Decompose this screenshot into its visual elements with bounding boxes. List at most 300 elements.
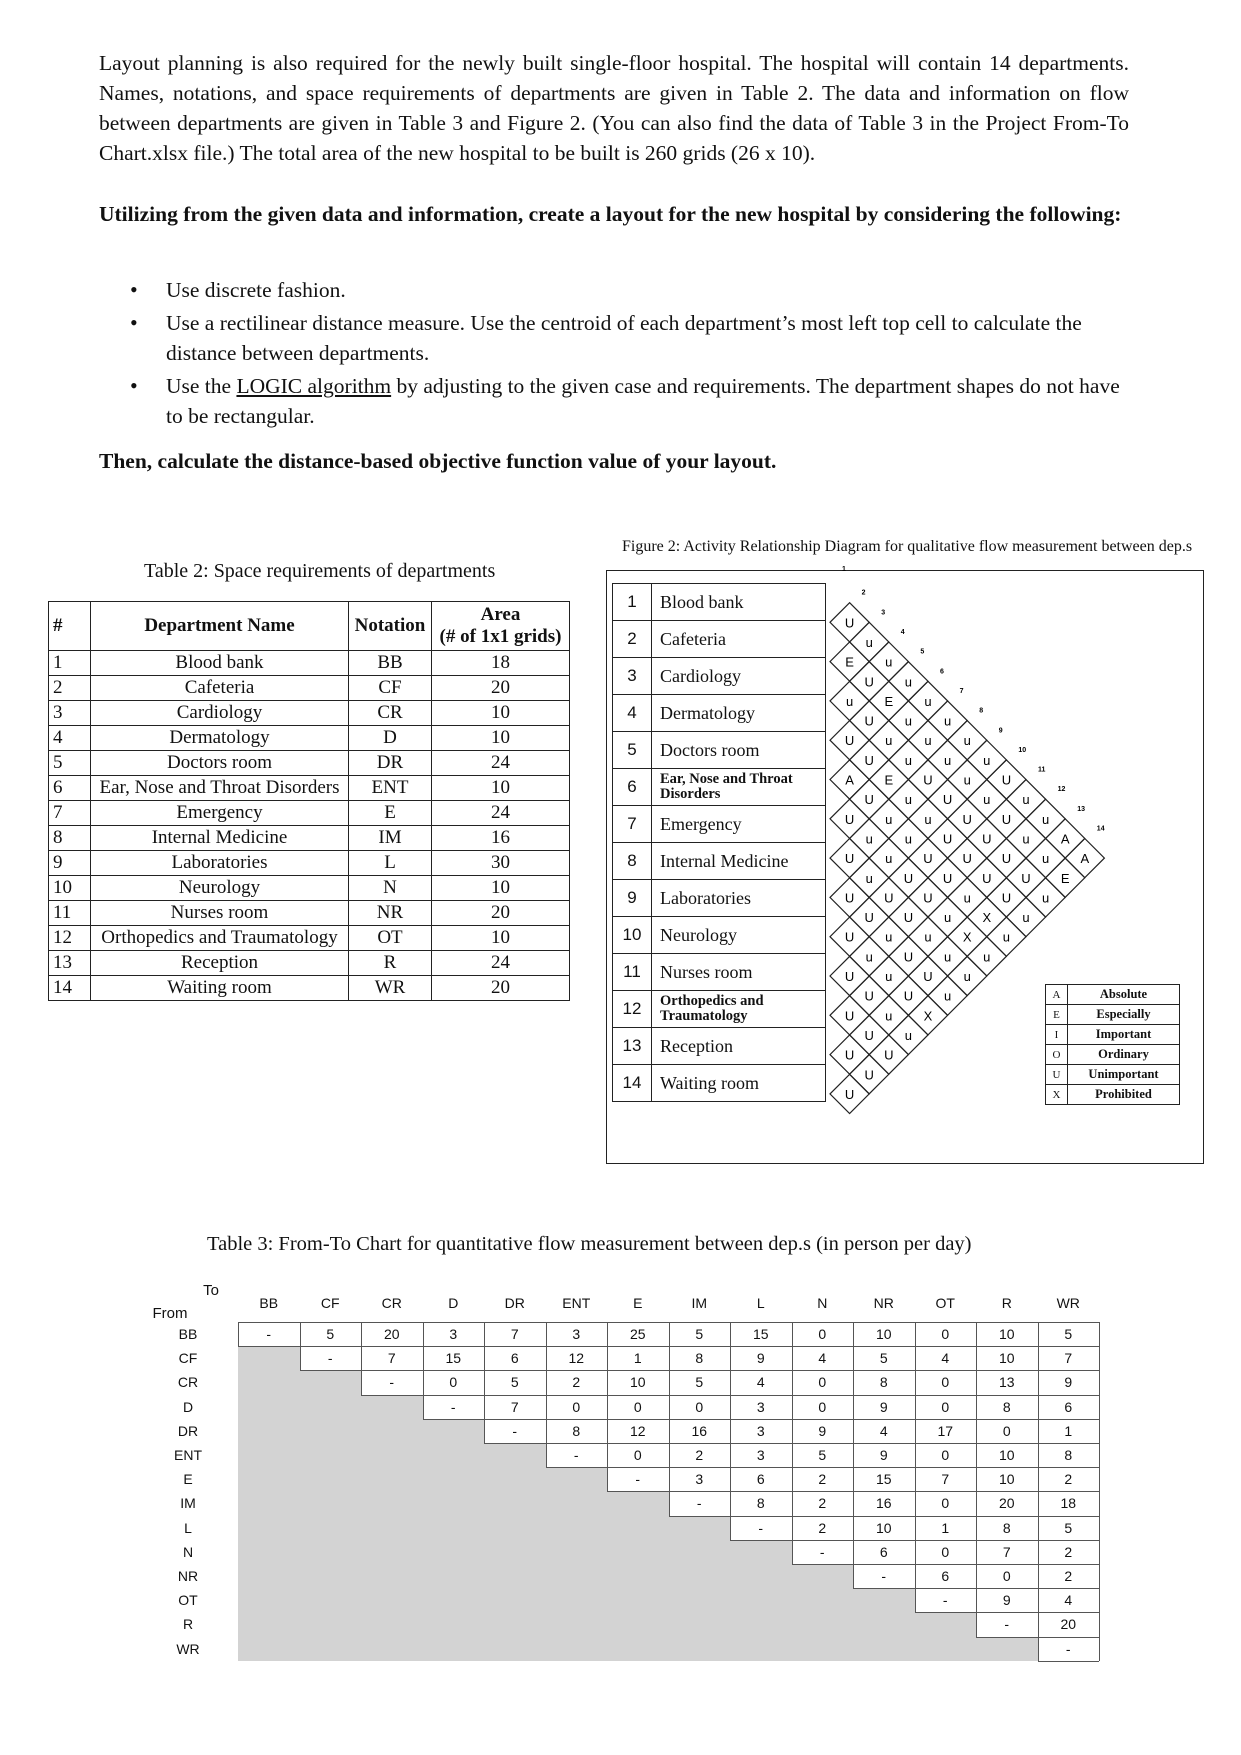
- grid-line: [1099, 1395, 1100, 1419]
- figure2-caption: Figure 2: Activity Relationship Diagram for qualitative flow measurement between dep.s: [622, 538, 1193, 555]
- table2-cell: 10: [432, 726, 570, 751]
- relationship-code: U: [844, 733, 855, 749]
- department-number: 11: [613, 954, 652, 991]
- from-row-header: CR: [177, 1374, 199, 1391]
- table2-cell: Internal Medicine: [91, 826, 349, 851]
- relationship-code: U: [864, 752, 874, 768]
- grid-line: [976, 1322, 1038, 1323]
- grid-line: [730, 1346, 792, 1347]
- relationship-code: U: [903, 949, 914, 965]
- grid-line: [1099, 1540, 1100, 1564]
- col-header: #: [49, 602, 91, 651]
- grid-line: [730, 1395, 792, 1396]
- table2-cell: L: [349, 851, 432, 876]
- flow-value: 2: [1064, 1568, 1073, 1584]
- gray-fill: [238, 1612, 976, 1636]
- legend-code: I: [1046, 1025, 1068, 1045]
- relationship-code: u: [963, 772, 971, 788]
- grid-line: [546, 1322, 608, 1323]
- table2-cell: Reception: [91, 951, 349, 976]
- relationship-code: u: [963, 890, 971, 906]
- table2-cell: 24: [432, 801, 570, 826]
- grid-line: [607, 1370, 669, 1371]
- flow-value: 15: [445, 1350, 462, 1367]
- grid-line: [669, 1491, 731, 1492]
- grid-line: [976, 1637, 1038, 1638]
- department-number: 5: [613, 732, 652, 769]
- grid-line: [915, 1564, 977, 1565]
- grid-line: [915, 1395, 977, 1396]
- grid-line: [853, 1419, 915, 1420]
- relationship-code: U: [864, 988, 874, 1004]
- table2-cell: 10: [49, 876, 91, 901]
- to-column-header: R: [1001, 1295, 1012, 1311]
- flow-value: 2: [1064, 1471, 1073, 1488]
- column-number-label: 13: [1077, 805, 1085, 813]
- grid-line: [669, 1419, 731, 1420]
- flow-value: 25: [629, 1326, 646, 1342]
- flow-value: 20: [998, 1495, 1015, 1512]
- legend-meaning: Ordinary: [1068, 1045, 1180, 1065]
- flow-value: 7: [387, 1350, 396, 1367]
- relationship-code: u: [865, 870, 873, 886]
- grid-line: [484, 1370, 546, 1371]
- flow-value: 9: [1064, 1374, 1073, 1391]
- grid-line: [1099, 1491, 1100, 1515]
- relationship-code: U: [844, 1047, 855, 1063]
- grid-line: [730, 1370, 792, 1371]
- flow-value: -: [450, 1398, 456, 1415]
- flow-value: 2: [818, 1495, 827, 1512]
- flow-value: 0: [572, 1398, 581, 1415]
- flow-value: 1: [1064, 1422, 1073, 1439]
- relationship-code: U: [903, 988, 914, 1004]
- flow-value: 5: [1064, 1326, 1073, 1342]
- relationship-code: U: [864, 1027, 874, 1043]
- grid-line: [792, 1322, 854, 1323]
- grid-line: [792, 1443, 854, 1444]
- gray-fill: [238, 1467, 607, 1491]
- relationship-code: u: [885, 654, 893, 670]
- relationship-legend: [1045, 984, 1180, 1105]
- grid-line: [976, 1612, 1038, 1613]
- relationship-code: U: [864, 1067, 874, 1083]
- flow-value: 5: [818, 1447, 827, 1463]
- column-number-label: 6: [940, 668, 944, 676]
- flow-value: 9: [879, 1398, 888, 1415]
- grid-line: [792, 1491, 854, 1492]
- flow-value: 0: [941, 1398, 950, 1415]
- department-name: Laboratories: [652, 880, 826, 917]
- grid-line: [976, 1370, 1038, 1371]
- grid-line: [1099, 1588, 1100, 1612]
- grid-line: [669, 1346, 731, 1347]
- grid-line: [976, 1419, 1038, 1420]
- grid-line: [669, 1467, 731, 1468]
- flow-value: 0: [941, 1326, 950, 1342]
- grid-line: [976, 1491, 1038, 1492]
- table2-cell: 11: [49, 901, 91, 926]
- flow-value: 15: [752, 1326, 769, 1342]
- relationship-code: E: [884, 772, 894, 788]
- grid-line: [1038, 1612, 1100, 1613]
- grid-line: [915, 1443, 977, 1444]
- to-column-header: ENT: [562, 1295, 591, 1311]
- grid-line: [1038, 1637, 1100, 1638]
- relationship-code: u: [1022, 792, 1030, 808]
- grid-line: [361, 1395, 423, 1396]
- grid-line: [1038, 1370, 1100, 1371]
- grid-line: [915, 1612, 977, 1613]
- flow-value: 8: [1064, 1447, 1073, 1463]
- flow-value: 6: [510, 1350, 519, 1367]
- column-number-label: 12: [1057, 786, 1066, 794]
- from-row-header: L: [184, 1519, 192, 1536]
- relationship-code: U: [844, 929, 855, 945]
- department-number: 13: [613, 1028, 652, 1065]
- flow-value: 17: [937, 1422, 954, 1439]
- relationship-code: U: [884, 1047, 894, 1063]
- flow-value: 3: [756, 1422, 765, 1439]
- relationship-code: U: [923, 969, 933, 984]
- relationship-code: E: [884, 693, 894, 709]
- table2-cell: 2: [49, 676, 91, 701]
- flow-value: -: [389, 1374, 395, 1391]
- intro-paragraph: Layout planning is also required for the newly built single-floor hospital. The hospital will contain 14 departments. Names, notations, and space requirements of departments are given in Table 2. The data and information on flow between departments are given in Table 3 and Figure 2. (You can also find the data of Table 3 in the Project From-To Chart.xlsx file.) The total area of the new hospital to be built is 260 grids (26 x 10).: [99, 51, 1129, 165]
- grid-line: [546, 1467, 608, 1468]
- flow-value: 7: [941, 1471, 950, 1488]
- table2-cell: 14: [49, 976, 91, 1001]
- grid-line: [976, 1540, 1038, 1541]
- table2-cell: Neurology: [91, 876, 349, 901]
- grid-line: [976, 1346, 1038, 1347]
- grid-line: [792, 1564, 854, 1565]
- flow-value: -: [696, 1495, 702, 1512]
- table2-cell: Emergency: [91, 801, 349, 826]
- flow-value: 12: [568, 1350, 585, 1367]
- relationship-code: u: [904, 674, 913, 690]
- department-number: 1: [613, 584, 652, 621]
- grid-line: [730, 1443, 792, 1444]
- legend-row: [1046, 1065, 1180, 1085]
- table2-cell: 6: [49, 776, 91, 801]
- gray-fill: [238, 1346, 300, 1370]
- relationship-code: U: [884, 890, 894, 906]
- to-column-header: WR: [1056, 1295, 1080, 1311]
- department-name: Ear, Nose and Throat Disorders: [652, 769, 826, 806]
- table2-cell: 5: [49, 751, 91, 776]
- grid-line: [1038, 1443, 1100, 1444]
- to-column-header: BB: [259, 1295, 279, 1311]
- flow-value: 10: [998, 1350, 1015, 1367]
- relationship-code: u: [924, 733, 932, 749]
- department-name: Neurology: [652, 917, 826, 954]
- relationship-code: U: [923, 851, 933, 867]
- table2-cell: 18: [432, 651, 570, 676]
- flow-value: 9: [879, 1447, 888, 1463]
- grid-line: [915, 1588, 977, 1589]
- relationship-code: u: [865, 831, 873, 847]
- grid-line: [423, 1346, 485, 1347]
- grid-line: [607, 1443, 669, 1444]
- grid-line: [853, 1395, 915, 1396]
- relationship-code: U: [962, 811, 972, 827]
- flow-value: -: [819, 1543, 825, 1560]
- relationship-code: U: [844, 615, 855, 631]
- department-name: Blood bank: [652, 584, 826, 621]
- grid-line: [792, 1467, 854, 1468]
- relationship-code: A: [1060, 831, 1070, 847]
- to-column-header: CF: [320, 1295, 340, 1311]
- grid-line: [730, 1491, 792, 1492]
- department-name: Emergency: [652, 806, 826, 843]
- column-number-label: 1: [842, 566, 846, 574]
- grid-line: [546, 1395, 608, 1396]
- relationship-code: X: [962, 929, 972, 945]
- flow-value: 8: [1002, 1398, 1011, 1415]
- flow-value: 9: [756, 1350, 765, 1367]
- grid-line: [1099, 1443, 1100, 1467]
- flow-value: 3: [695, 1471, 704, 1488]
- flow-value: 16: [691, 1422, 708, 1439]
- relationship-code: u: [943, 949, 952, 965]
- relationship-code: u: [924, 811, 932, 827]
- grid-line: [792, 1540, 854, 1541]
- table2-cell: 20: [432, 976, 570, 1001]
- grid-line: [1099, 1346, 1100, 1370]
- grid-line: [730, 1516, 792, 1517]
- grid-line: [669, 1395, 731, 1396]
- relationship-code: U: [923, 772, 933, 788]
- legend-row: [1046, 1045, 1180, 1065]
- flow-value: 0: [818, 1326, 827, 1342]
- relationship-code: U: [864, 713, 874, 729]
- grid-line: [915, 1491, 977, 1492]
- relationship-code: U: [1001, 890, 1012, 906]
- flow-value: 3: [449, 1326, 458, 1342]
- flow-value: 4: [1064, 1592, 1073, 1609]
- grid-line: [669, 1322, 731, 1323]
- flow-value: 10: [998, 1447, 1015, 1463]
- relationship-code: u: [885, 733, 893, 749]
- from-row-header: OT: [178, 1592, 198, 1609]
- grid-line: [238, 1346, 300, 1347]
- relationship-code: U: [982, 831, 992, 847]
- flow-value: 1: [941, 1519, 950, 1536]
- relationship-code: u: [865, 949, 873, 965]
- relationship-code: u: [1041, 890, 1050, 906]
- table2-cell: 20: [432, 901, 570, 926]
- flow-value: 2: [695, 1447, 704, 1463]
- table2-cell: Cafeteria: [91, 676, 349, 701]
- column-number-label: 3: [881, 609, 886, 617]
- grid-line: [976, 1564, 1038, 1565]
- grid-line: [853, 1588, 915, 1589]
- bullet-text: Use the: [166, 374, 237, 398]
- grid-line: [1099, 1322, 1100, 1346]
- grid-line: [976, 1588, 1038, 1589]
- legend-row: [1046, 1025, 1180, 1045]
- table2-cell: 24: [432, 751, 570, 776]
- relationship-code: U: [844, 1086, 855, 1102]
- grid-line: [1038, 1322, 1100, 1323]
- from-row-header: E: [183, 1471, 193, 1488]
- relationship-code: U: [864, 792, 874, 808]
- grid-line: [1038, 1564, 1100, 1565]
- grid-line: [1038, 1661, 1100, 1662]
- table2-cell: BB: [349, 651, 432, 676]
- grid-line: [484, 1443, 546, 1444]
- grid-line: [546, 1370, 608, 1371]
- gray-fill: [238, 1540, 792, 1564]
- relationship-code: u: [943, 988, 952, 1004]
- grid-line: [607, 1419, 669, 1420]
- relationship-code: u: [983, 949, 991, 965]
- grid-line: [976, 1467, 1038, 1468]
- gray-fill: [238, 1419, 484, 1443]
- grid-line: [300, 1322, 362, 1323]
- grid-line: [1038, 1516, 1100, 1517]
- grid-line: [1038, 1467, 1100, 1468]
- from-row-header: BB: [178, 1326, 198, 1342]
- grid-line: [669, 1443, 731, 1444]
- flow-value: 5: [1064, 1519, 1073, 1536]
- from-row-header: R: [182, 1616, 194, 1633]
- grid-line: [853, 1322, 915, 1323]
- department-number: 2: [613, 621, 652, 658]
- col-header: Department Name: [91, 602, 349, 651]
- grid-line: [915, 1346, 977, 1347]
- to-column-header: E: [633, 1295, 643, 1311]
- legend-code: X: [1046, 1085, 1068, 1105]
- flow-value: 5: [695, 1374, 704, 1391]
- department-name: Reception: [652, 1028, 826, 1065]
- from-row-header: N: [182, 1543, 194, 1560]
- flow-value: 6: [879, 1543, 888, 1560]
- grid-line: [300, 1346, 362, 1347]
- flow-value: 10: [629, 1374, 646, 1391]
- grid-line: [915, 1516, 977, 1517]
- flow-value: 5: [326, 1326, 335, 1342]
- grid-line: [915, 1467, 977, 1468]
- to-label: To: [203, 1282, 219, 1299]
- department-number: 7: [613, 806, 652, 843]
- relationship-code: A: [1080, 851, 1090, 867]
- column-number-label: 7: [959, 687, 964, 695]
- gray-fill: [238, 1491, 669, 1515]
- grid-line: [546, 1419, 608, 1420]
- flow-value: 15: [875, 1471, 892, 1488]
- relationship-code: u: [885, 929, 893, 945]
- department-number: 14: [613, 1065, 652, 1102]
- relationship-code: U: [942, 870, 953, 886]
- grid-line: [484, 1322, 546, 1323]
- flow-value: 8: [572, 1422, 581, 1439]
- grid-line: [484, 1419, 546, 1420]
- flow-value: 7: [510, 1326, 519, 1342]
- legend-code: U: [1046, 1065, 1068, 1085]
- relationship-code: U: [844, 890, 855, 906]
- bullet-text: Use a rectilinear distance measure. Use the centroid of each department’s most left top cell to calculate the distance between departments.: [166, 311, 1082, 365]
- department-name: Cafeteria: [652, 621, 826, 658]
- relationship-code: E: [845, 654, 854, 670]
- relationship-code: A: [845, 772, 854, 788]
- to-column-header: IM: [691, 1295, 708, 1311]
- grid-line: [484, 1346, 546, 1347]
- grid-line: [484, 1395, 546, 1396]
- table2-cell: 4: [49, 726, 91, 751]
- from-row-header: IM: [180, 1495, 196, 1512]
- table2-cell: 13: [49, 951, 91, 976]
- flow-value: 0: [695, 1398, 704, 1415]
- table2-cell: 30: [432, 851, 570, 876]
- flow-value: 7: [510, 1398, 519, 1415]
- relationship-code: U: [1001, 851, 1012, 867]
- table2-cell: 10: [432, 701, 570, 726]
- grid-line: [853, 1516, 915, 1517]
- grid-line: [915, 1370, 977, 1371]
- flow-value: -: [512, 1422, 518, 1439]
- relationship-code: U: [844, 969, 855, 984]
- column-number-label: 8: [979, 707, 984, 715]
- flow-value: 6: [941, 1568, 950, 1584]
- legend-meaning: Unimportant: [1068, 1065, 1180, 1085]
- flow-value: 5: [879, 1350, 888, 1367]
- relationship-code: u: [885, 811, 893, 827]
- flow-value: 2: [818, 1519, 827, 1536]
- grid-line: [607, 1491, 669, 1492]
- relationship-code: u: [1041, 811, 1050, 827]
- grid-line: [423, 1370, 485, 1371]
- relationship-code: U: [1001, 811, 1012, 827]
- department-name: Waiting room: [652, 1065, 826, 1102]
- grid-line: [1038, 1346, 1100, 1347]
- grid-line: [730, 1540, 792, 1541]
- grid-line: [915, 1419, 977, 1420]
- table2-cell: 24: [432, 951, 570, 976]
- table2-cell: Waiting room: [91, 976, 349, 1001]
- flow-value: 9: [818, 1422, 827, 1439]
- table2-caption: Table 2: Space requirements of departments: [144, 560, 496, 582]
- grid-line: [730, 1467, 792, 1468]
- table2-cell: D: [349, 726, 432, 751]
- table2-cell: ENT: [349, 776, 432, 801]
- department-number: 12: [613, 991, 652, 1028]
- to-column-header: D: [448, 1295, 459, 1311]
- relationship-code: U: [982, 870, 992, 886]
- grid-line: [1099, 1612, 1100, 1636]
- flow-value: -: [266, 1326, 272, 1342]
- department-number: 6: [613, 769, 652, 806]
- grid-line: [853, 1443, 915, 1444]
- column-number-label: 11: [1038, 766, 1046, 774]
- legend-meaning: Especially: [1068, 1005, 1180, 1025]
- table2-cell: 3: [49, 701, 91, 726]
- relationship-code: u: [904, 831, 913, 847]
- area-unit-header: (# of 1x1 grids): [439, 626, 562, 647]
- department-name: Nurses room: [652, 954, 826, 991]
- grid-line: [853, 1467, 915, 1468]
- from-row-header: NR: [177, 1568, 199, 1584]
- to-column-header: L: [756, 1295, 765, 1311]
- table2-cell: 8: [49, 826, 91, 851]
- grid-line: [853, 1491, 915, 1492]
- table2-cell: Ear, Nose and Throat Disorders: [91, 776, 349, 801]
- department-number: 10: [613, 917, 652, 954]
- relationship-code: u: [963, 733, 971, 749]
- grid-line: [976, 1395, 1038, 1396]
- logic-algorithm-link[interactable]: LOGIC algorithm: [236, 374, 392, 398]
